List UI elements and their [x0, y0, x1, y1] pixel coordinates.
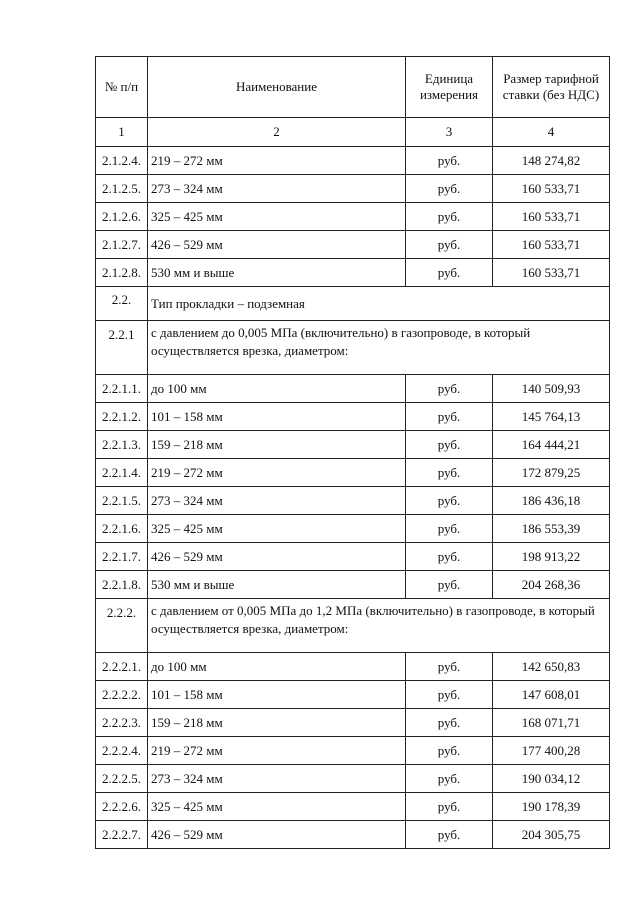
row-name: 219 – 272 мм [148, 737, 406, 765]
row-name: 426 – 529 мм [148, 543, 406, 571]
row-name: 219 – 272 мм [148, 459, 406, 487]
row-value: 198 913,22 [493, 543, 610, 571]
row-name: 273 – 324 мм [148, 487, 406, 515]
table-row [96, 375, 610, 403]
row-code: 2.2.1.8. [96, 571, 148, 599]
row-code: 2.2.2. [96, 599, 148, 653]
row-name: до 100 мм [148, 653, 406, 681]
table-row [96, 793, 610, 821]
table-row [96, 821, 610, 849]
row-code: 2.2.2.4. [96, 737, 148, 765]
row-code: 2.1.2.6. [96, 203, 148, 231]
header-number: № п/п [96, 57, 148, 118]
row-code: 2.2.2.3. [96, 709, 148, 737]
header-rate: Размер тарифной ставки (без НДС) [493, 57, 610, 118]
table-row [96, 543, 610, 571]
row-unit: руб. [406, 231, 493, 259]
row-code: 2.2.2.5. [96, 765, 148, 793]
row-name: с давлением от 0,005 МПа до 1,2 МПа (включительно) в газопроводе, в который осуществляется врезка, диаметром: [148, 599, 610, 653]
column-number: 3 [406, 118, 493, 147]
column-number: 2 [148, 118, 406, 147]
row-code: 2.2. [96, 287, 148, 321]
row-unit: руб. [406, 175, 493, 203]
row-value: 140 509,93 [493, 375, 610, 403]
table-row [96, 203, 610, 231]
row-code: 2.2.1.2. [96, 403, 148, 431]
table-row [96, 403, 610, 431]
row-unit: руб. [406, 793, 493, 821]
header-unit: Единица измерения [406, 57, 493, 118]
row-value: 190 178,39 [493, 793, 610, 821]
table-row [96, 515, 610, 543]
row-code: 2.1.2.4. [96, 147, 148, 175]
row-name: 426 – 529 мм [148, 821, 406, 849]
column-number-row [96, 118, 610, 147]
row-unit: руб. [406, 709, 493, 737]
row-name: 159 – 218 мм [148, 709, 406, 737]
table-row [96, 231, 610, 259]
row-value: 204 305,75 [493, 821, 610, 849]
row-unit: руб. [406, 681, 493, 709]
row-name: с давлением до 0,005 МПа (включительно) в газопроводе, в который осуществляется врезка, диаметром: [148, 321, 610, 375]
column-number: 1 [96, 118, 148, 147]
row-unit: руб. [406, 259, 493, 287]
row-code: 2.1.2.8. [96, 259, 148, 287]
row-value: 164 444,21 [493, 431, 610, 459]
row-code: 2.2.1.4. [96, 459, 148, 487]
row-unit: руб. [406, 765, 493, 793]
row-code: 2.1.2.7. [96, 231, 148, 259]
table-row [96, 709, 610, 737]
row-value: 204 268,36 [493, 571, 610, 599]
row-name: 325 – 425 мм [148, 515, 406, 543]
table-row [96, 487, 610, 515]
row-code: 2.2.1.7. [96, 543, 148, 571]
row-value: 142 650,83 [493, 653, 610, 681]
table-row [96, 431, 610, 459]
row-unit: руб. [406, 571, 493, 599]
row-name: 159 – 218 мм [148, 431, 406, 459]
row-unit: руб. [406, 147, 493, 175]
row-unit: руб. [406, 515, 493, 543]
row-code: 2.2.2.2. [96, 681, 148, 709]
row-code: 2.2.2.6. [96, 793, 148, 821]
row-code: 2.2.1.1. [96, 375, 148, 403]
table-row [96, 653, 610, 681]
row-name: 101 – 158 мм [148, 403, 406, 431]
row-name: 273 – 324 мм [148, 765, 406, 793]
row-unit: руб. [406, 821, 493, 849]
row-unit: руб. [406, 543, 493, 571]
row-unit: руб. [406, 375, 493, 403]
section-row [96, 287, 610, 321]
row-name: 273 – 324 мм [148, 175, 406, 203]
row-value: 160 533,71 [493, 175, 610, 203]
subsection-row [96, 321, 610, 375]
header-name: Наименование [148, 57, 406, 118]
row-name: 325 – 425 мм [148, 203, 406, 231]
row-value: 160 533,71 [493, 231, 610, 259]
table-row [96, 681, 610, 709]
row-name: 101 – 158 мм [148, 681, 406, 709]
row-unit: руб. [406, 459, 493, 487]
row-code: 2.2.1 [96, 321, 148, 375]
row-unit: руб. [406, 431, 493, 459]
row-value: 177 400,28 [493, 737, 610, 765]
row-value: 145 764,13 [493, 403, 610, 431]
column-number: 4 [493, 118, 610, 147]
row-code: 2.2.2.1. [96, 653, 148, 681]
row-name: 426 – 529 мм [148, 231, 406, 259]
table-row [96, 459, 610, 487]
row-code: 2.1.2.5. [96, 175, 148, 203]
row-value: 172 879,25 [493, 459, 610, 487]
table-row [96, 259, 610, 287]
row-name: до 100 мм [148, 375, 406, 403]
row-value: 160 533,71 [493, 203, 610, 231]
row-unit: руб. [406, 653, 493, 681]
subsection-row [96, 599, 610, 653]
row-value: 160 533,71 [493, 259, 610, 287]
table-header-row [96, 57, 610, 118]
row-code: 2.2.1.3. [96, 431, 148, 459]
table-row [96, 737, 610, 765]
row-name: 530 мм и выше [148, 571, 406, 599]
table-row [96, 147, 610, 175]
row-code: 2.2.1.5. [96, 487, 148, 515]
row-unit: руб. [406, 737, 493, 765]
row-value: 147 608,01 [493, 681, 610, 709]
row-name: 530 мм и выше [148, 259, 406, 287]
table-row [96, 571, 610, 599]
table-body [96, 147, 610, 849]
table-row [96, 175, 610, 203]
row-code: 2.2.2.7. [96, 821, 148, 849]
tariff-table [95, 56, 610, 849]
row-name: 219 – 272 мм [148, 147, 406, 175]
row-name: Тип прокладки – подземная [148, 287, 610, 321]
row-unit: руб. [406, 403, 493, 431]
row-value: 168 071,71 [493, 709, 610, 737]
row-code: 2.2.1.6. [96, 515, 148, 543]
table-row [96, 765, 610, 793]
row-unit: руб. [406, 487, 493, 515]
row-value: 186 436,18 [493, 487, 610, 515]
row-unit: руб. [406, 203, 493, 231]
row-name: 325 – 425 мм [148, 793, 406, 821]
row-value: 148 274,82 [493, 147, 610, 175]
row-value: 190 034,12 [493, 765, 610, 793]
row-value: 186 553,39 [493, 515, 610, 543]
